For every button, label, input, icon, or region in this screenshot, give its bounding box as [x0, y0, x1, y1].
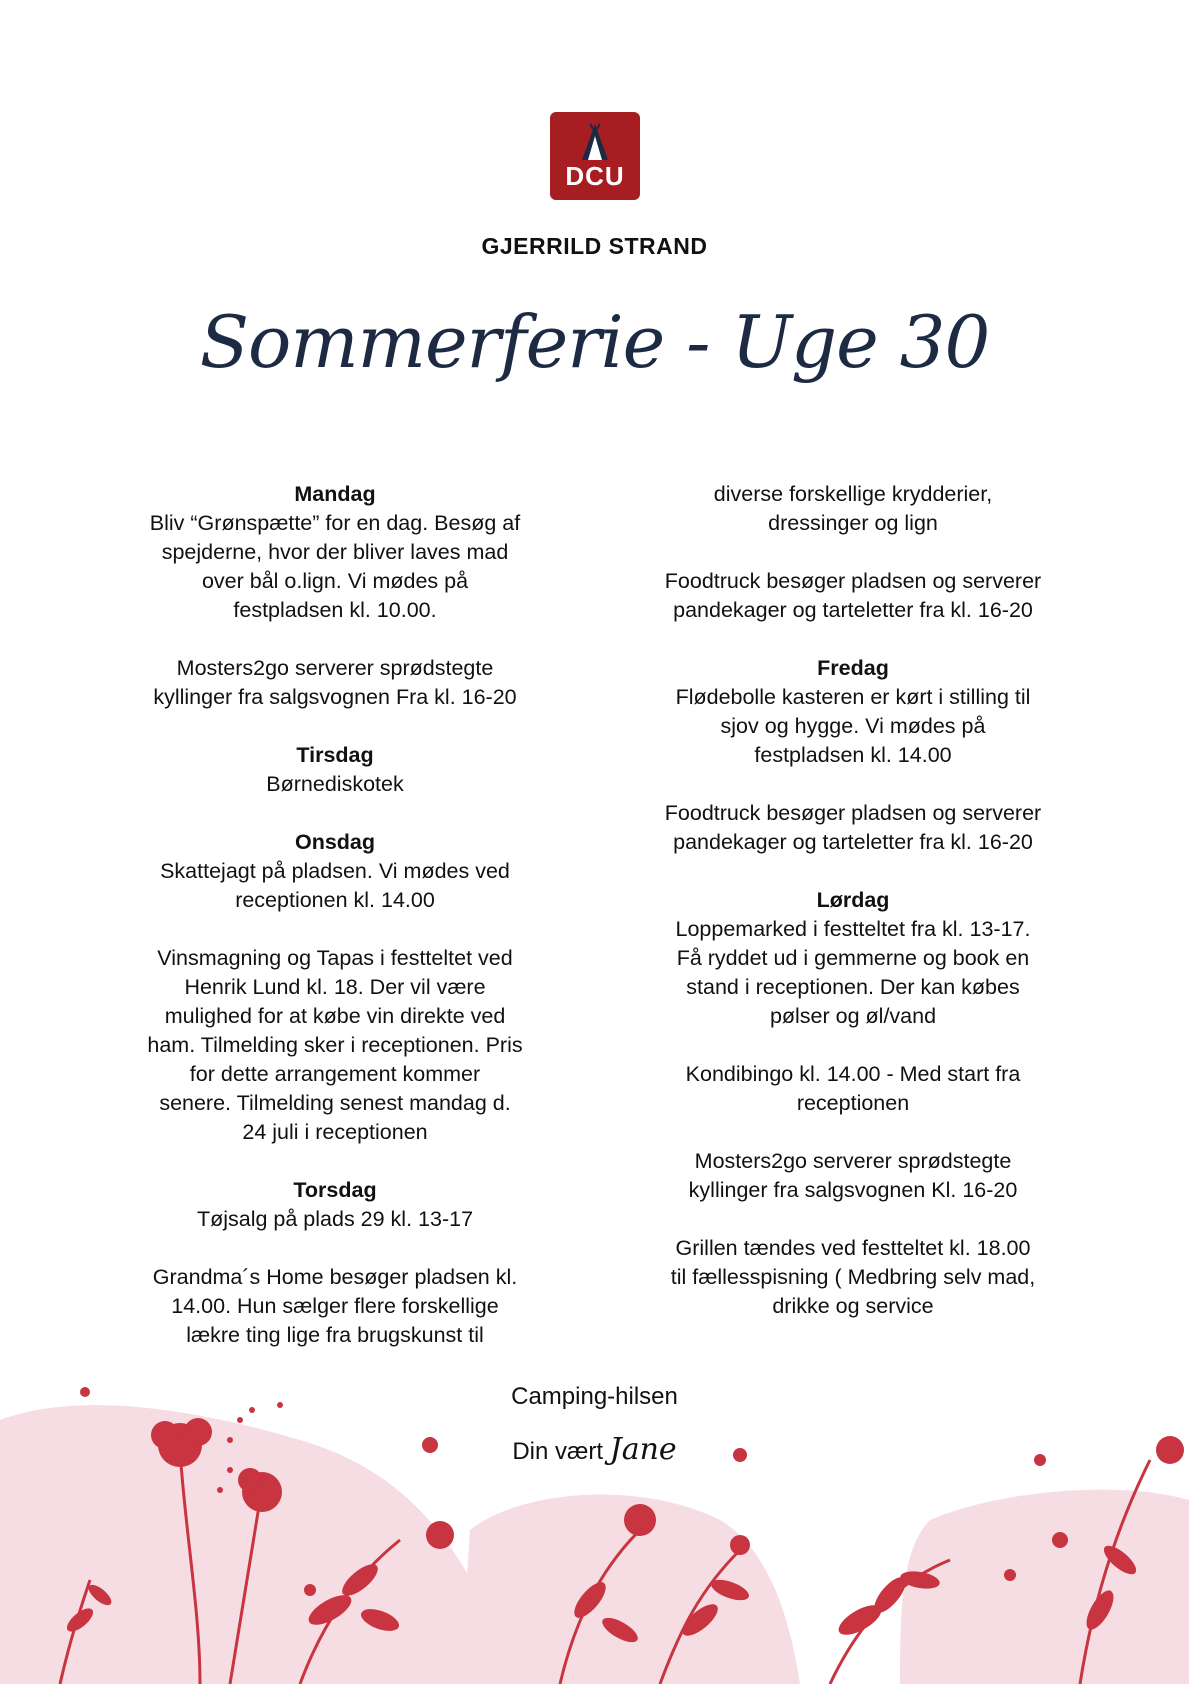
tirsdag-text-1: Børnediskotek — [266, 772, 404, 796]
onsdag-text-2: Vinsmagning og Tapas i festteltet ved Henrik Lund kl. 18. Der vil være mulighed for at købe vin direkte ved ham. Tilmelding sker i receptionen. Pris for dette arrangement kommer senere. Tilmelding senest mandag d. 24 juli i receptionen — [147, 946, 523, 1144]
day-heading-torsdag: Torsdag — [293, 1178, 377, 1202]
torsdag-cont-text-1: diverse forskellige krydderier, dressinger og lign — [713, 482, 993, 535]
torsdag-cont-text-2: Foodtruck besøger pladsen og serverer pandekager og tarteletter fra kl. 16-20 — [664, 569, 1042, 622]
mandag-text-2: Mosters2go serverer sprødstegte kyllinger fra salgsvognen Fra kl. 16-20 — [153, 656, 517, 709]
torsdag-text-2: Grandma´s Home besøger pladsen kl. 14.00. Hun sælger flere forskellige lækre ting lige fra brugskunst til — [152, 1265, 518, 1347]
host-label: Din vært — [512, 1438, 603, 1465]
day-heading-fredag: Fredag — [817, 656, 889, 680]
left-column — [100, 480, 570, 1350]
lordag-text-1: Loppemarked i festteltet fra kl. 13-17. Få ryddet ud i gemmerne og book en stand i receptionen. Der kan købes pølser og øl/vand — [675, 917, 1031, 1028]
signoff-host — [0, 1432, 1189, 1467]
signoff-greeting: Camping-hilsen — [511, 1383, 678, 1410]
torsdag-text-1: Tøjsalg på plads 29 kl. 13-17 — [196, 1207, 474, 1231]
fredag-text-1: Flødebolle kasteren er kørt i stilling til sjov og hygge. Vi mødes på festpladsen kl. 14.00 — [675, 685, 1031, 767]
fredag-text-2: Foodtruck besøger pladsen og serverer pandekager og tarteletter fra kl. 16-20 — [664, 801, 1042, 854]
lordag-text-2: Kondibingo kl. 14.00 - Med start fra receptionen — [685, 1062, 1021, 1115]
day-heading-onsdag: Onsdag — [294, 830, 376, 854]
host-signature: Jane — [609, 1432, 677, 1467]
mandag-text-1: Bliv “Grønspætte” for en dag. Besøg af spejderne, hvor der bliver laves mad over bål o.lign. Vi mødes på festpladsen kl. 10.00. — [149, 511, 521, 622]
page-title: Sommerferie - Uge 30 — [199, 300, 990, 384]
day-heading-mandag: Mandag — [294, 482, 376, 506]
dcu-logo — [550, 112, 640, 200]
right-column — [618, 480, 1088, 1321]
day-heading-tirsdag: Tirsdag — [296, 743, 374, 767]
lordag-text-3: Mosters2go serverer sprødstegte kyllinger fra salgsvognen Kl. 16-20 — [688, 1149, 1018, 1202]
onsdag-text-1: Skattejagt på pladsen. Vi mødes ved receptionen kl. 14.00 — [160, 859, 510, 912]
floral-decoration — [0, 1380, 1189, 1684]
campsite-name: GJERRILD STRAND — [481, 233, 708, 259]
day-heading-lordag: Lørdag — [816, 888, 890, 912]
lordag-text-4: Grillen tændes ved festteltet kl. 18.00 til fællesspisning ( Medbring selv mad, drikke og service — [670, 1236, 1036, 1318]
tent-icon — [578, 122, 612, 162]
logo-text: DCU — [565, 161, 625, 191]
